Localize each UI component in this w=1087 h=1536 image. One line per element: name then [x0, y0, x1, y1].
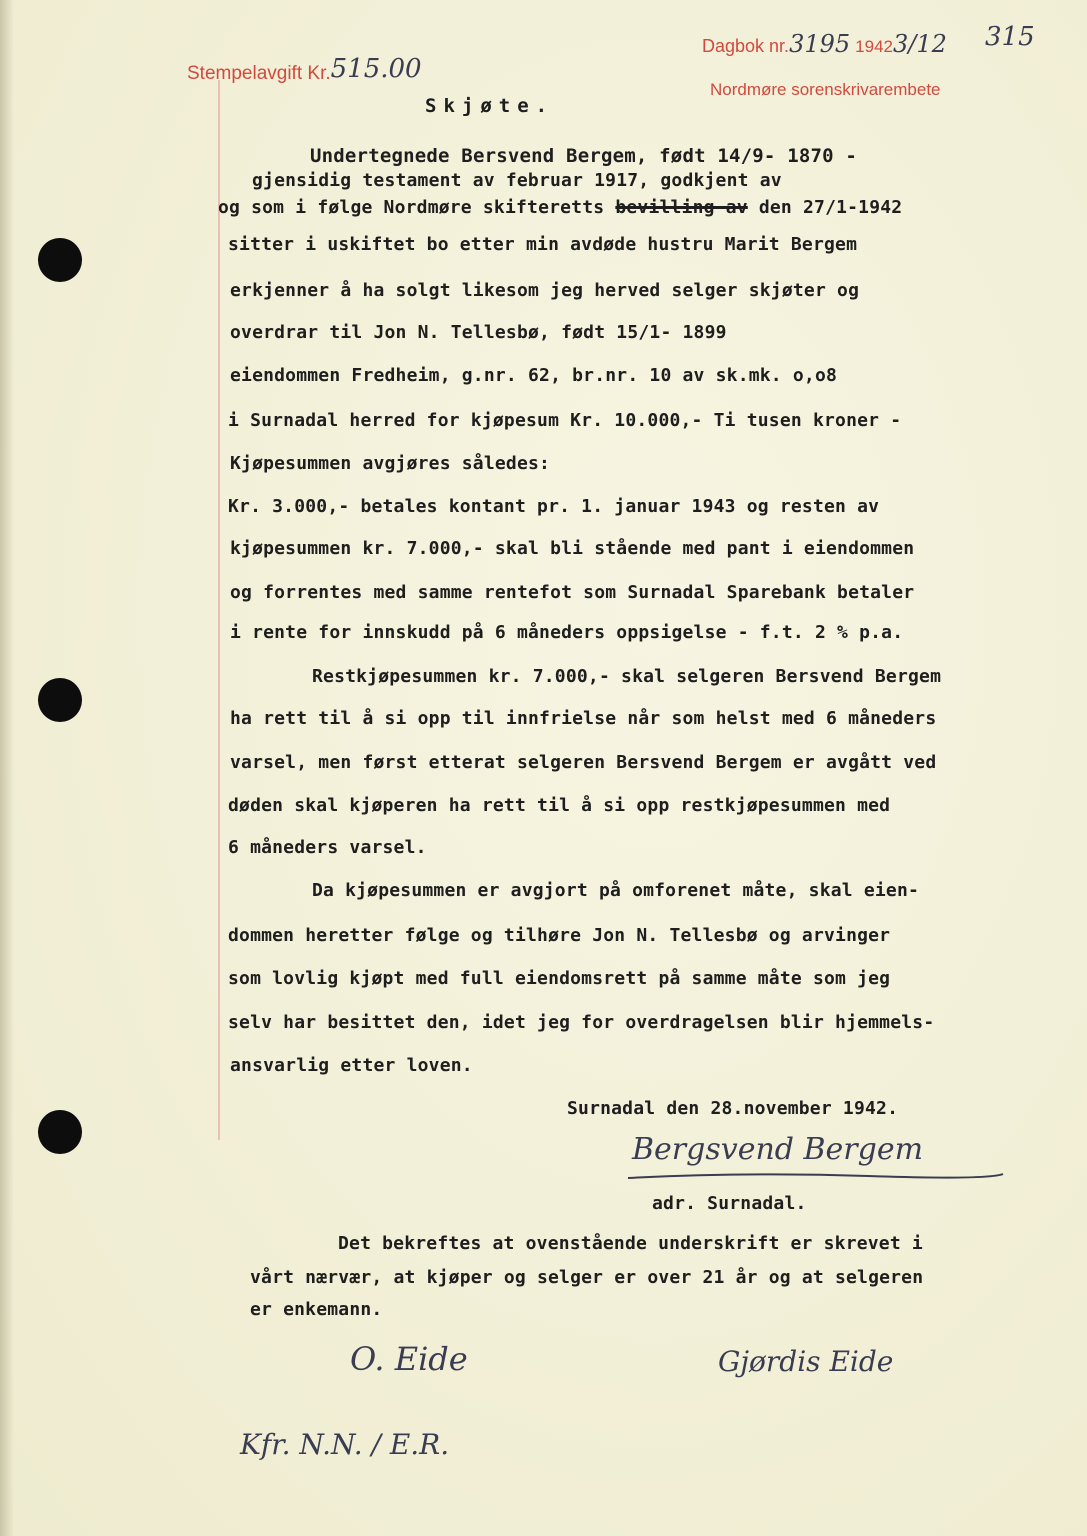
page-number: 315 [985, 22, 1035, 52]
body-line-16: varsel, men først etterat selgeren Bersvend Bergem er avgått ved [230, 752, 937, 773]
page-edge-shadow [0, 0, 14, 1536]
seller-signature-text: Bergsvend Bergem [632, 1132, 924, 1167]
body-line-14: Restkjøpesummen kr. 7.000,- skal selgeren Bersvend Bergem [312, 666, 942, 687]
body-line-3-date: den 27/1-1942 [758, 197, 903, 218]
place-date-line: Surnadal den 28.november 1942. [567, 1098, 899, 1119]
registry-note: Kfr. N.N. / E.R. [240, 1428, 450, 1461]
body-line-17: døden skal kjøperen ha rett til å si opp restkjøpesummen med [228, 795, 891, 816]
body-line-12: og forrentes med samme rentefot som Surnadal Sparebank betaler [230, 582, 915, 603]
seller-signature [632, 1132, 923, 1167]
diary-number: 3195 [789, 30, 851, 58]
witness-signature-1: O. Eide [350, 1340, 468, 1378]
body-line-18: 6 måneders varsel. [228, 837, 427, 858]
body-line-10: Kr. 3.000,- betales kontant pr. 1. januar 1943 og resten av [228, 496, 880, 517]
body-line-22: selv har besittet den, idet jeg for overdragelsen blir hjemmels- [228, 1012, 935, 1033]
body-line-5: erkjenner å ha solgt likesom jeg herved selger skjøter og [230, 280, 860, 301]
signature-underline [628, 1172, 1008, 1182]
body-line-19: Da kjøpesummen er avgjort på omforenet måte, skal eien- [312, 880, 920, 901]
body-line-21: som lovlig kjøpt med full eiendomsrett på samme måte som jeg [228, 968, 891, 989]
stamp-fee-value: 515.00 [330, 54, 422, 84]
body-line-15: ha rett til å si opp til innfrielse når som helst med 6 måneders [230, 708, 937, 729]
office-stamp: Nordmøre sorenskrivarembete [710, 80, 941, 99]
body-line-2: gjensidig testament av februar 1917, godkjent av [252, 170, 782, 191]
margin-rule [218, 80, 220, 1140]
attest-line-2: vårt nærvær, at kjøper og selger er over 21 år og at selgeren [250, 1267, 924, 1288]
struck-text: bevilling av [615, 197, 748, 218]
body-line-6: overdrar til Jon N. Tellesbø, født 15/1- 1899 [230, 322, 727, 343]
diary-label: Dagbok nr. [702, 36, 790, 56]
body-line-23: ansvarlig etter loven. [230, 1055, 473, 1076]
punch-hole-top [38, 238, 82, 282]
attest-line-3: er enkemann. [250, 1299, 383, 1320]
body-line-7: eiendommen Fredheim, g.nr. 62, br.nr. 10 av sk.mk. o,o8 [230, 365, 838, 386]
seller-address: adr. Surnadal. [652, 1193, 807, 1214]
document-title: Skjøte. [425, 95, 555, 117]
stamp-fee [187, 56, 422, 86]
body-line-3 [218, 197, 902, 218]
punch-hole-bottom [38, 1110, 82, 1154]
body-line-1: Undertegnede Bersvend Bergem, født 14/9- 1870 - [310, 145, 858, 167]
body-line-20: dommen heretter følge og tilhøre Jon N. Tellesbø og arvinger [228, 925, 891, 946]
body-line-4: sitter i uskiftet bo etter min avdøde hustru Marit Bergem [228, 234, 858, 255]
stamp-fee-label: Stempelavgift Kr. [187, 63, 331, 84]
attest-line-1: Det bekreftes at ovenstående underskrift er skrevet i [338, 1233, 923, 1254]
body-line-11: kjøpesummen kr. 7.000,- skal bli stående med pant i eiendommen [230, 538, 915, 559]
body-line-13: i rente for innskudd på 6 måneders oppsigelse - f.t. 2 % p.a. [230, 622, 904, 643]
diary-year: 1942 [855, 37, 893, 56]
body-line-3-text: og som i følge Nordmøre skifteretts [218, 197, 605, 218]
stamp-diary [702, 30, 947, 58]
witness-signature-2: Gjørdis Eide [718, 1345, 894, 1378]
body-line-8: i Surnadal herred for kjøpesum Kr. 10.000,- Ti tusen kroner - [228, 410, 902, 431]
diary-date: 3/12 [892, 30, 947, 58]
body-line-9: Kjøpesummen avgjøres således: [230, 453, 551, 474]
punch-hole-middle [38, 678, 82, 722]
